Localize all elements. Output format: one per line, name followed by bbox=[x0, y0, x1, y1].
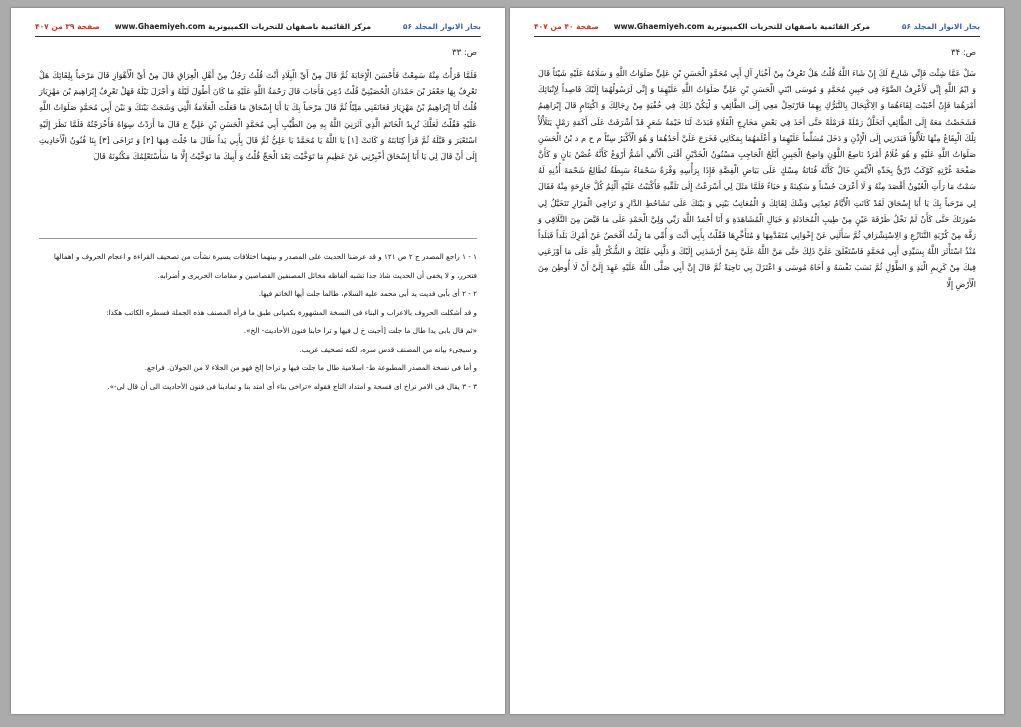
body-text bbox=[538, 66, 976, 293]
footnote: ۳ - ۳ یقال فی الامر تراخ ای فسحة و امتداد التاج فقوله «تراخى بناء أی امتد بنا و تمادینا فی فنون الأحادیث الى أن قال لی-». bbox=[107, 381, 477, 391]
footnote: و قد أشکلت الحروف بالاعراب و البناء فی النسخة المشهورة بکمپانی طبق ما قرأه المصنف هذه الجملة فسطره الکاتب هکذا: bbox=[106, 307, 477, 317]
paragraph: سَلْ عَمَّا شِئْتَ فَإِنِّي شَارِحٌ لَكَ إِنْ شَاءَ اللَّهُ قُلْتُ هَلْ تَعْرِفُ مِنْ أَخْبَارِ آلِ أَبِي مُحَمَّدٍ الْحَسَنِ بْنِ عَلِيٍّ صَلَوَاتُ اللَّهِ وَ سَلَامُهُ عَلَيْهِ شَيْئاً قَالَ وَ ايْمُ اللَّهِ إِنِّي لَأَعْرِفُ الضَّوْءَ فِي جَبِينِ مُحَمَّدٍ وَ مُوسَى ابْنَيِ الْحَسَنِ بْنِ عَلِيٍّ صَلَوَاتُ اللَّهِ عَلَيْهِمَا وَ إِنِّي لَرَسُولُهُمَا إِلَيْكَ قَاصِداً لِإِنْبَائِكَ أَمْرَهُمَا فَإِنْ أَحْبَبْتَ لِقَاءَهُمَا وَ الِاكْتِحَالَ بِالتَّبَرُّكِ بِهِمَا فَارْتَحِلْ مَعِي إِلَى الطَّائِفِ وَ لْيَكُنْ ذَلِكَ فِي خُفْيَةٍ مِنْ رِجَالِكَ وَ اكْتِتَامٍ قَالَ إِبْرَاهِيمُ فَشَخَصْتُ مَعَهُ إِلَى الطَّائِفِ أَتَخَلَّلُ رَمْلَةً فَرَمْلَةً حَتَّى أَخَذَ فِي بَعْضِ مَخَارِجِ الْفَلَاةِ فَبَدَتْ لَنَا خَيْمَةُ شَعَرٍ قَدْ أَشْرَفَتْ عَلَى أَكَمَةِ رَمْلٍ يَتَلَأْلَأُ تِلْكَ الْبِقَاعُ مِنْهَا تَلَأْلُؤاً فَبَدَرَنِي إِلَى الْإِذْنِ وَ دَخَلَ مُسَلِّماً عَلَيْهِمَا وَ أَعْلَمَهُمَا بِمَكَانِي فَخَرَجَ عَلَيَّ أَحَدُهُمَا وَ هُوَ الْأَكْبَرُ سِنّاً م ح م د بْنُ الْحَسَنِ صَلَوَاتُ اللَّهِ عَلَيْهِ وَ هُوَ غُلَامٌ أَمْرَدُ نَاصِعُ اللَّوْنِ وَاضِحُ الْجَبِينِ أَبْلَجُ الْحَاجِبِ مَسْنُونُ الْخَدَّيْنِ أَقْنَى الْأَنْفِ أَشَمُّ أَرْوَعُ كَأَنَّهُ غُصْنُ بَانٍ وَ كَأَنَّ صَفْحَةَ غُرَّتِهِ كَوْكَبٌ دُرِّيٌّ بِخَدِّهِ الْأَيْمَنِ خَالٌ كَأَنَّهُ فُتَاتَةُ مِسْكٍ عَلَى بَيَاضِ الْفِضَّةِ فَإِذَا بِرَأْسِهِ وَفْرَةٌ سَحْمَاءُ سَبِطَةٌ تُطَالِعُ شَحْمَةَ أُذُنِهِ لَهُ سَمْتٌ مَا رَأَتِ الْعُيُونُ أَقْصَدَ مِنْهُ وَ لَا أَعْرَفَ حُسْناً وَ سَكِينَةً وَ حَيَاءً فَلَمَّا مَثَلَ لِي أَسْرَعْتُ إِلَى تَلَقِّيهِ فَأَكْبَبْتُ عَلَيْهِ أَلْثِمُ كُلَّ جَارِحَةٍ مِنْهُ فَقَالَ لِي مَرْحَباً بِكَ يَا أَبَا إِسْحَاقَ لَقَدْ كَانَتِ الْأَيَّامُ تَعِدُنِي وَشْكَ لِقَائِكَ وَ الْمُعَاتِبُ بَيْنِي وَ بَيْنَكَ عَلَى تَشَاحُطِ الدَّارِ وَ تَرَاخِي الْمَزَارِ تَتَخَيَّلُ لِي صُورَتَكَ حَتَّى كَأَنْ لَمْ نَخْلُ طَرْفَةَ عَيْنٍ مِنْ طِيبِ الْمُحَادَثَةِ وَ خَيَالِ الْمُشَاهَدَةِ وَ أَنَا أَحْمَدُ اللَّهَ رَبِّي وَلِيَّ الْحَمْدِ عَلَى مَا قَيَّضَ مِنَ التَّلَاقِي وَ رَفَّهَ مِنْ كُرْبَةِ التَّنَازُعِ وَ الِاسْتِشْرَافِ ثُمَّ سَأَلَنِي عَنْ إِخْوَانِي مُتَقَدَّمِهَا وَ مُتَأَخِّرِهَا فَقُلْتُ بِأَبِي أَنْتَ وَ أُمِّي مَا زِلْتُ أَفْحَصُ عَنْ أَمْرِكَ بَلَداً فَبَلَداً مُنْذُ اسْتَأْثَرَ اللَّهُ بِسَيِّدِي أَبِي مُحَمَّدٍ فَاسْتَغْلَقَ عَلَيَّ ذَلِكَ حَتَّى مَنَّ اللَّهُ عَلَيَّ بِمَنْ أَرْشَدَنِي إِلَيْكَ وَ دَلَّنِي عَلَيْكَ وَ الشُّكْرُ لِلَّهِ عَلَى مَا أَوْزَعَنِي فِيكَ مِنْ كَرِيمِ الْيَدِ وَ الطَّوْلِ ثُمَّ نَسَبَ نَفْسَهُ وَ أَخَاهُ مُوسَى وَ اعْتَزَلَ بِي نَاحِيَةً ثُمَّ قَالَ إِنَّ أَبِي صَلَّى اللَّهُ عَلَيْهِ عَهِدَ إِلَيَّ أَنْ لَا أُوطِنَ مِنَ الْأَرْضِ إِلَّا bbox=[538, 69, 977, 289]
footnote: ۲ - ۲ أی بأبی فدیت ید أبی محمد علیه السلام، طالما جلت أیها الخاتم فیها. bbox=[258, 289, 477, 298]
page-number: صفحة ۴۰ من ۴۰۷ bbox=[534, 22, 599, 31]
footnote: ۱ - ۱ راجع المصدر ج ۲ ص ۱۲۱ و قد عرضنا الحدیث على المصدر و بینهما اختلافات یسیرة نشأت من تصحیف القراءة و اعجام الحروف و اهمالها فتحرر، و لا یخفى أن الحدیث شاذ جدا تشبه ألفاظه مخائل المصنفین القصاصین و مقامات الحریری و أضرابه. bbox=[53, 252, 477, 280]
site-name[interactable]: مرکز القائمیة باصفهان للتحریات الکمپیوتریة www.Ghaemiyeh.com bbox=[613, 22, 870, 31]
left-page bbox=[11, 8, 505, 714]
page-header bbox=[534, 20, 980, 37]
page-number: صفحة ۳۹ من ۴۰۷ bbox=[35, 22, 100, 31]
footnote-separator bbox=[39, 238, 477, 239]
page-header bbox=[35, 20, 481, 37]
site-name[interactable]: مرکز القائمیة باصفهان للتحریات الکمپیوتریة www.Ghaemiyeh.com bbox=[114, 22, 371, 31]
page-label: ص: ۳۳ bbox=[452, 48, 477, 58]
footnote: «ثم قال بابی یدا طال ما جلت [أجبت خ ل فیها و ترا خابنا فنون الأحادیث- الخ». bbox=[243, 326, 477, 335]
footnotes bbox=[39, 248, 477, 396]
page-label: ص: ۳۴ bbox=[951, 48, 976, 58]
right-page bbox=[510, 8, 1004, 714]
book-title[interactable]: بحار الانوار المجلد ۵۶ bbox=[402, 22, 481, 31]
paragraph: فَلَمَّا قَرَأْتُ مِنْهُ سَمِعْتُ فَأَحْسَنَ الْإِجَابَةَ ثُمَّ قَالَ مِنْ أَيِّ الْبِلَادِ أَنْتَ قُلْتُ رَجُلٌ مِنْ أَهْلِ الْعِرَاقِ قَالَ مِنْ أَيِّ الْأَهْوَازِ قَالَ مَرْحَباً بِلِقَائِكَ هَلْ تَعْرِفُ بِهَا جَعْفَرَ بْنَ حَمْدَانَ الْحُصَيْنِيَّ قُلْتُ دُعِيَ فَأَجَابَ قَالَ رَحْمَةُ اللَّهِ عَلَيْهِ مَا كَانَ أَطْوَلَ لَيْلَهُ وَ أَجْزَلَ نَيْلَهُ فَهَلْ تَعْرِفُ إِبْرَاهِيمَ بْنَ مَهْزِيَارَ قُلْتُ أَنَا إِبْرَاهِيمُ بْنُ مَهْزِيَارَ فَعَانَقَنِي مَلِيّاً ثُمَّ قَالَ مَرْحَباً بِكَ يَا أَبَا إِسْحَاقَ مَا فَعَلْتَ الْعَلَامَةُ الَّتِي وَشَجَتْ بَيْنَكَ وَ بَيْنَ أَبِي مُحَمَّدٍ صَلَوَاتُ اللَّهِ عَلَيْهِ فَقُلْتُ لَعَلَّكَ تُرِيدُ الْخَاتَمَ الَّذِي آثَرَنِيَ اللَّهُ بِهِ مِنَ الطَّيِّبِ أَبِي مُحَمَّدٍ الْحَسَنِ بْنِ عَلِيٍّ ع قَالَ مَا أَرَدْتُ سِوَاهُ فَأَخْرَجْتُهُ فَلَمَّا نَظَرَ إِلَيْهِ اسْتَعْبَرَ وَ قَبَّلَهُ ثُمَّ قَرَأَ كِتَابَتَهُ وَ كَانَتْ [۱] يَا اللَّهُ يَا مُحَمَّدُ يَا عَلِيُّ ثُمَّ قَالَ بِأَبِي يَداً طَالَ مَا جُلْتَ فِيهَا [۲] وَ تَرَاخَى [۳] بِنَا فُنُونُ الْأَحَادِيثِ إِلَى أَنْ قَالَ لِي يَا أَبَا إِسْحَاقَ أَخْبِرْنِي عَنْ عَظِيمِ مَا تَوَخَّيْتَ بَعْدَ الْحَجِّ قُلْتُ وَ أَبِيكَ مَا تَوَخَّيْتُ إِلَّا مَا سَأَسْتَعْلِمُكَ مَكْنُونَهُ قَالَ bbox=[39, 71, 478, 162]
footnote: و سیجیء بیانه من المصنف قدس سره، لکنه تصحیف غریب. bbox=[299, 344, 477, 354]
body-text bbox=[39, 68, 477, 165]
book-title[interactable]: بحار الانوار المجلد ۵۶ bbox=[901, 22, 980, 31]
footnote: و أما فی نسخة المصدر المطبوعة ط- اسلامیة طال ما جلت فیها و تراخا إلخ فهو من الجلاء لا من الجولان. فراجع. bbox=[144, 363, 477, 372]
